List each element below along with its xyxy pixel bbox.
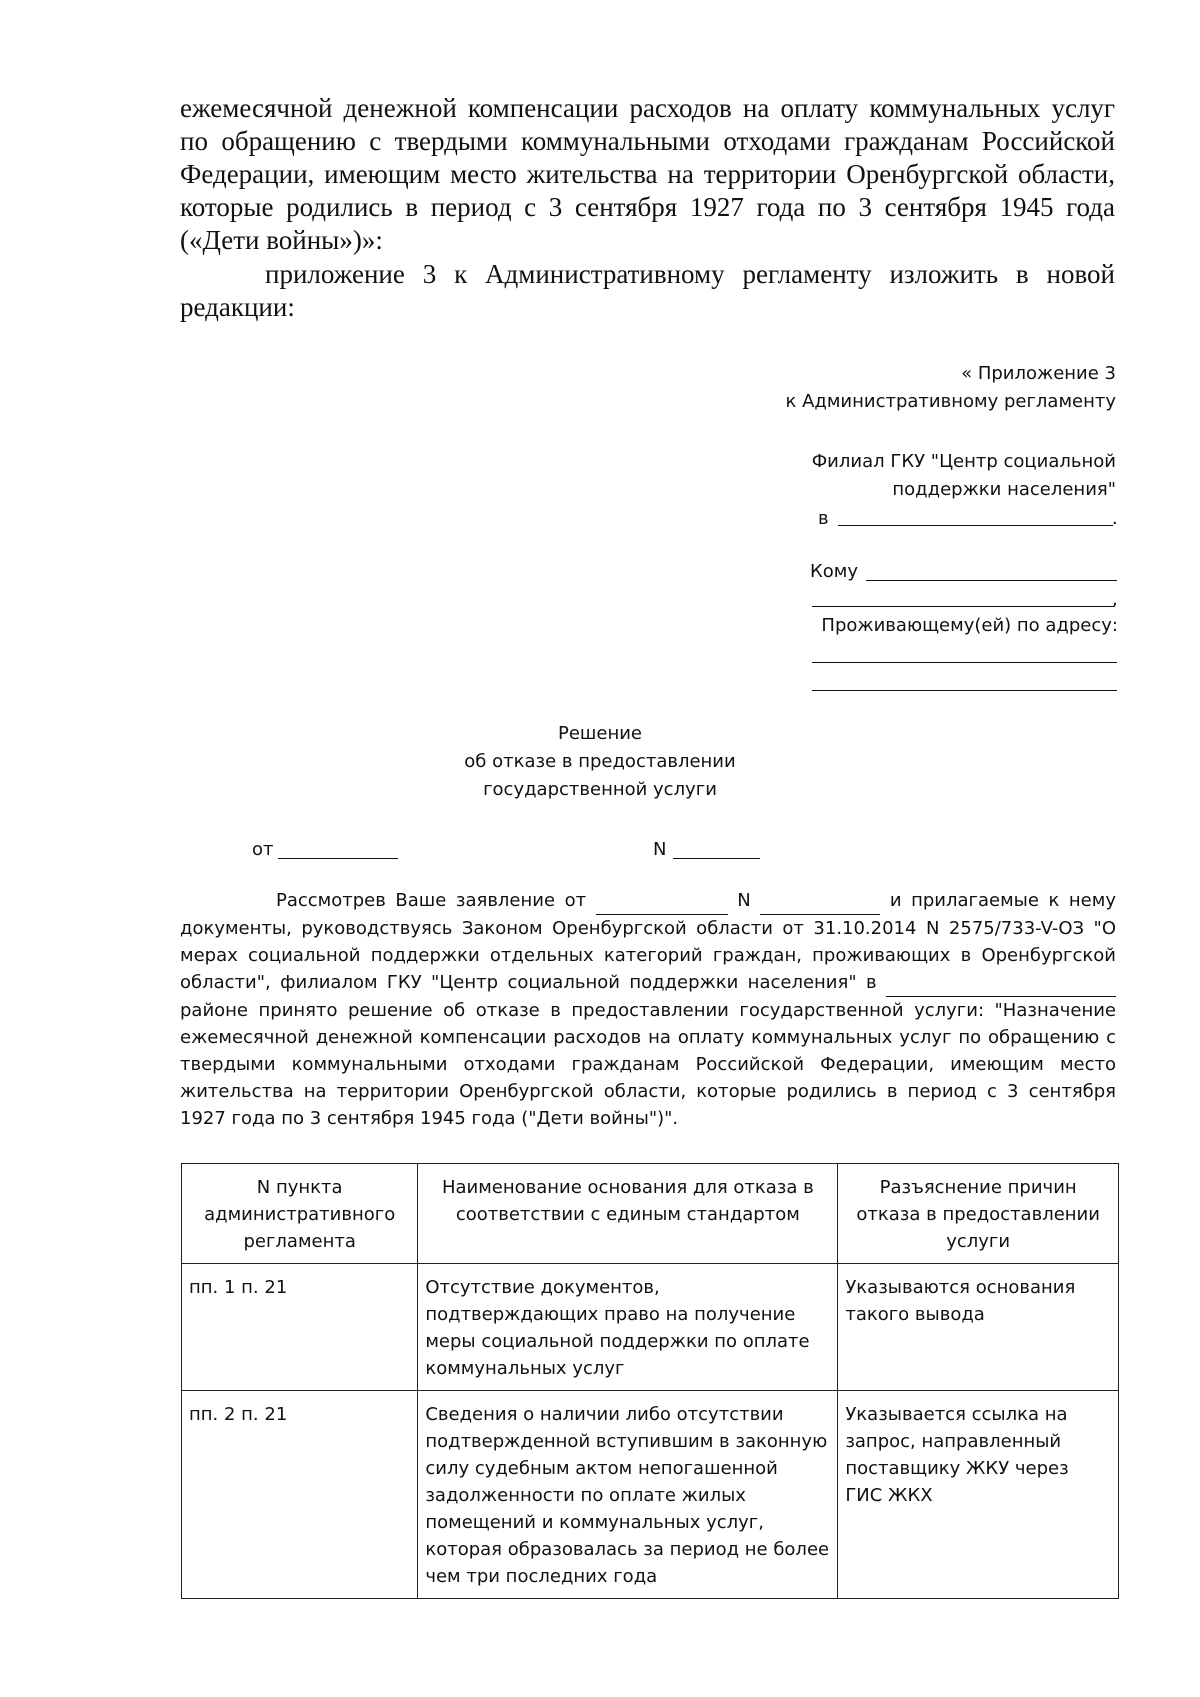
appendix-number: « Приложение 3 <box>961 363 1116 384</box>
number-line <box>673 858 760 859</box>
appendix-header <box>785 360 1116 416</box>
date-line <box>278 858 398 859</box>
row-reason: Отсутствие документов, подтверждающих право на получение меры социальной поддержки по оплате коммунальных услуг <box>418 1264 838 1391</box>
row-explanation: Указывается ссылка на запрос, направленный поставщику ЖКУ через ГИС ЖКХ <box>838 1391 1119 1599</box>
date-label: от <box>252 839 274 860</box>
application-date-field <box>596 887 728 915</box>
table-row <box>182 1264 1119 1391</box>
branch-line-2: поддержки населения" <box>892 479 1116 500</box>
number-label: N <box>653 839 667 860</box>
header-explanation: Разъяснение причин отказа в предоставлении услуги <box>838 1164 1119 1264</box>
branch-district-line <box>838 525 1113 526</box>
branch-district-end: . <box>1112 508 1118 529</box>
application-number-field <box>760 887 880 915</box>
recipient-line-1 <box>866 580 1117 581</box>
recipient-end: , <box>1112 589 1118 610</box>
table-row <box>182 1391 1119 1599</box>
body-part-1: Рассмотрев Ваше заявление от <box>276 890 587 911</box>
recipient-label: Кому <box>810 561 859 582</box>
appendix-reference: к Административному регламенту <box>785 391 1116 412</box>
district-field <box>886 969 1116 997</box>
branch-district-label: в <box>818 508 829 529</box>
decision-title <box>0 720 1200 804</box>
table-header-row <box>182 1164 1119 1264</box>
address-line-2 <box>812 690 1117 691</box>
row-point: пп. 2 п. 21 <box>182 1391 418 1599</box>
header-reason: Наименование основания для отказа в соответствии с единым стандартом <box>418 1164 838 1264</box>
body-part-3: и прилагаемые к нему документы, руководствуясь Законом Оренбургской области от 31.10.2014 N 2575/733-V-ОЗ "О мерах социальной поддержки отдельных категорий граждан, проживающих в Оренбургской области", филиалом ГКУ "Центр социальной поддержки населения" в <box>180 890 1116 993</box>
intro-instruction: приложение 3 к Административному регламенту изложить в новой редакции: <box>180 259 1115 322</box>
refusal-reasons-table <box>181 1163 1119 1599</box>
branch-line-1: Филиал ГКУ "Центр социальной <box>811 451 1116 472</box>
decision-title-line-3: государственной услуги <box>483 779 717 800</box>
branch-name <box>812 448 1116 504</box>
recipient-line-2 <box>812 606 1114 607</box>
body-part-2: N <box>737 890 751 911</box>
header-point: N пункта административного регламента <box>182 1164 418 1264</box>
decision-title-line-2: об отказе в предоставлении <box>464 751 736 772</box>
address-label: Проживающему(ей) по адресу: <box>821 615 1118 636</box>
row-reason: Сведения о наличии либо отсутствии подтвержденной вступившим в законную силу судебным актом непогашенной задолженности по оплате жилых помещений и коммунальных услуг, которая образовалась за период не более чем три последних года <box>418 1391 838 1599</box>
address-line-1 <box>812 662 1117 663</box>
decision-title-line-1: Решение <box>557 723 642 744</box>
body-part-4: районе принято решение об отказе в предоставлении государственной услуги: "Назначение ежемесячной денежной компенсации расходов на оплату коммунальных услуг по обращению с твердыми коммунальными отходами гражданам Российской Федерации, имеющим место жительства на территории Оренбургской области, которые родились в период с 3 сентября 1927 года по 3 сентября 1945 года ("Дети войны")". <box>180 1000 1116 1129</box>
intro-paragraph: ежемесячной денежной компенсации расходов на оплату коммунальных услуг по обращению с твердыми коммунальными отходами гражданам Российской Федерации, имеющим место жительства на территории Оренбургской области, которые родились в период с 3 сентября 1927 года по 3 сентября 1945 года («Дети войны»)»: <box>180 93 1115 255</box>
decision-body <box>180 887 1116 1132</box>
row-explanation: Указываются основания такого вывода <box>838 1264 1119 1391</box>
row-point: пп. 1 п. 21 <box>182 1264 418 1391</box>
